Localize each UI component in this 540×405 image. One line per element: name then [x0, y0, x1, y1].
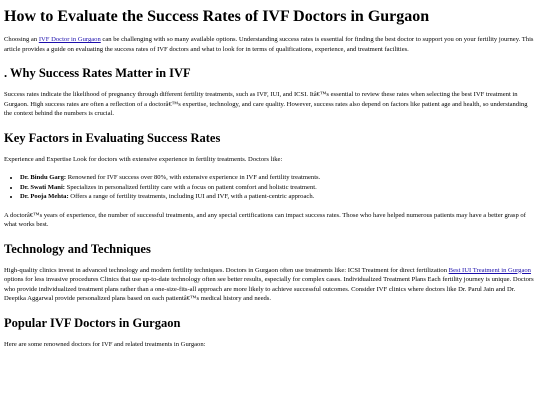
doctor-list [4, 173, 534, 202]
doctor-name: Dr. Swati Mani: [20, 183, 65, 191]
ivf-doctor-link[interactable]: IVF Doctor in Gurgaon [38, 36, 101, 43]
intro-text-end: can be challenging with so many available options. Understanding success rates is essential for finding the best doctor to support you on your fertility journey. This article provides a guide on evaluating the success rates of IVF doctors and what to look for in terms of qualifications, experience, and treatment facilities. [4, 36, 534, 53]
doctor-description: Renowned for IVF success over 80%, with extensive experience in IVF and fertility treatments. [66, 174, 321, 181]
doctor-name: Dr. Bindu Garg: [20, 174, 67, 181]
technology-text-end: options for less invasive procedures Clinics that use up-to-date technology often see better results, especially for complex cases. Individualized Treatment Plans Each fertility journey is unique. Doctors who provide individualized treatment plans rather than a one-size-fits-all approach are more likely to achieve successful outcomes. Consider IVF clinics where doctors like Dr. Parul Jain and Dr. Deepika Aggarwal provide personalized plans based on each patientâ€™s medical history and needs. [4, 276, 534, 302]
section-heading-popular-doctors: Popular IVF Doctors in Gurgaon [4, 315, 181, 330]
list-item [20, 173, 534, 183]
intro-text-start: Choosing an [4, 36, 39, 43]
intro-paragraph [4, 35, 534, 54]
page-title: How to Evaluate the Success Rates of IVF Doctors in Gurgaon [4, 8, 430, 25]
popular-doctors-paragraph: Here are some renowned doctors for IVF and related treatments in Gurgaon: [4, 340, 206, 348]
doctor-name: Dr. Pooja Mehta: [20, 193, 69, 200]
doctor-description: Offers a range of fertility treatments, including IUI and IVF, with a patient-centric approach. [68, 193, 315, 200]
list-item [20, 183, 534, 193]
best-iui-treatment-link[interactable]: Best IUI Treatment in Gurgaon [448, 266, 531, 274]
section-heading-key-factors: Key Factors in Evaluating Success Rates [4, 130, 221, 145]
section-heading-technology: Technology and Techniques [4, 241, 151, 256]
section-heading-why-success-rates: . Why Success Rates Matter in IVF [4, 66, 191, 80]
technology-paragraph [4, 266, 534, 304]
experience-impact-paragraph: A doctorâ€™s years of experience, the number of successful treatments, and any special certifications can impact success rates. Those who have helped numerous patients may have a better grasp of what works best. [4, 211, 526, 228]
list-item [20, 192, 534, 202]
experience-paragraph: Experience and Expertise Look for doctors with extensive experience in fertility treatments. Doctors like: [4, 155, 283, 163]
technology-text-start: High-quality clinics invest in advanced technology and modern fertility techniques. Doctors in Gurgaon often use treatments like: ICSI Treatment for direct fertilization [4, 266, 449, 274]
doctor-description: Specializes in personalized fertility care with a focus on patient comfort and holistic treatment. [65, 183, 317, 191]
why-success-rates-paragraph: Success rates indicate the likelihood of pregnancy through different fertility treatments, such as IVF, IUI, and ICSI. Itâ€™s essential to review these rates when selecting the best IVF treatment in Gurgaon. High success rates are often a reflection of a doctorâ€™s expertise, technology, and care quality. However, success rates also depend on factors like patient age and health, so understanding the context behind the numbers is crucial. [4, 91, 528, 117]
